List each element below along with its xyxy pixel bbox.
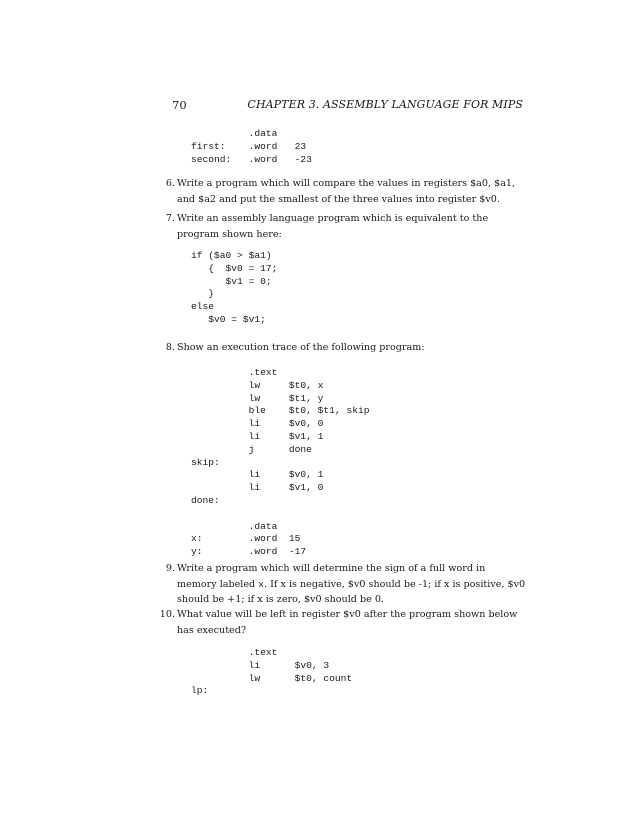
page-number: 70	[172, 98, 187, 112]
exercise-9	[165, 561, 527, 608]
exercise-number: 10.	[159, 609, 175, 620]
exercise-6	[165, 176, 527, 207]
exercise-text: Show an execution trace of the following program:	[177, 342, 425, 353]
exercise-number: 8.	[165, 342, 175, 353]
exercise-text-after: . If x is negative, $v0 should be -1; if x is positive, $v0 should be +1; if x is zero, $v0 should be 0.	[177, 578, 526, 606]
exercise-10	[159, 607, 527, 638]
exercise-text: Write an assembly language program which is equivalent to the program shown here:	[177, 213, 489, 240]
exercise-7	[165, 211, 527, 242]
exercise-number: 6.	[165, 178, 175, 189]
running-head: CHAPTER 3. ASSEMBLY LANGUAGE FOR MIPS	[247, 98, 523, 111]
code-item-10: .text li $v0, 3 lw $t0, count lp:	[191, 647, 353, 697]
exercise-text: Write a program which will compare the values in registers $a0, $a1, and $a2 and put the smallest of the three values into register $v0.	[177, 178, 516, 205]
code-item-7: if ($a0 > $a1) { $v0 = 17; $v1 = 0; } else $v0 = $v1;	[191, 250, 278, 325]
exercise-8	[165, 340, 527, 356]
code-item-8: .text lw $t0, x lw $t1, y ble $t0, $t1, skip li $v0, 0 li $v1, 1 j done skip: li $v0, 1 li $v1, 0 done: .data x: .word 15 y: .word -17	[191, 367, 370, 558]
exercise-number: 7.	[165, 213, 175, 224]
exercise-label-x: x	[258, 578, 265, 590]
exercise-text: What value will be left in register $v0 after the program shown below has executed?	[177, 609, 518, 636]
exercise-text-before: Write a program which will determine the sign of a full word in memory labeled	[177, 563, 486, 590]
code-data-block: .data first: .word 23 second: .word -23	[191, 128, 312, 165]
exercise-number: 9.	[165, 563, 175, 574]
